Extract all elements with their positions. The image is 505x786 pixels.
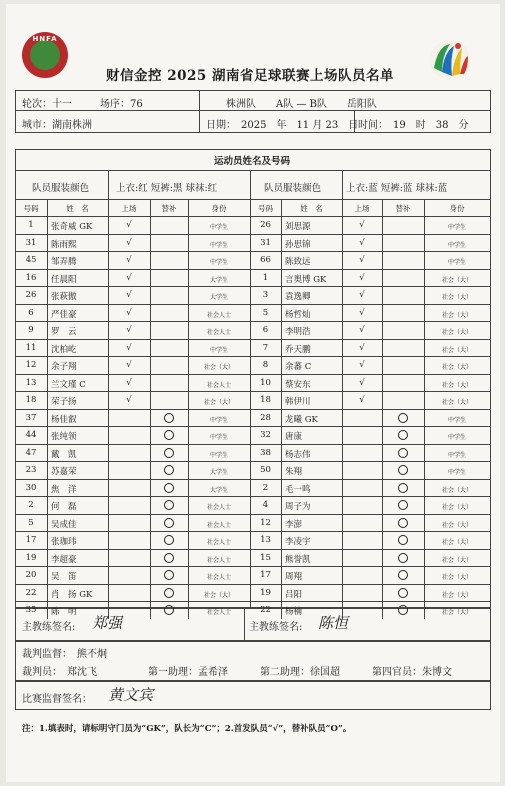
team-b-start: √ — [359, 395, 365, 405]
team-a-identity: 大学生 — [209, 486, 228, 494]
team-b-no: 15 — [260, 552, 271, 563]
substitute-mark — [164, 588, 174, 598]
team-b-name: 唐康 — [285, 432, 303, 442]
team-b-no: 13 — [260, 535, 271, 545]
team-b-start: √ — [359, 360, 365, 370]
team-b-sub — [382, 465, 424, 478]
team-b-name: 蔡安东 — [285, 379, 311, 390]
team-b-name: 孙思锦 — [285, 239, 311, 250]
team-b-identity: 中学生 — [447, 259, 466, 266]
team-b-identity: 社会（大） — [441, 399, 472, 406]
team-a-sub — [150, 570, 188, 583]
footnote: 注：1.填表时，请标明守门员为“GK”，队长为“C”；2.首发队员“√”，替补队员“O”。 — [22, 724, 352, 734]
team-b-start: √ — [359, 342, 365, 353]
document-title: 财信金控 2025 湖南省足球联赛上场队员名单 — [106, 68, 394, 84]
team-a-identity: 社会人士 — [206, 521, 231, 529]
substitute-mark — [398, 483, 408, 493]
team-a-identity: 大学生 — [209, 294, 228, 301]
team-a-name: 吴 笛 — [51, 572, 77, 582]
team-b-identity: 中学生 — [447, 416, 466, 424]
team-a-header-no: 号码 — [23, 204, 39, 213]
team-b-sub — [382, 483, 424, 496]
city: 城市：湖南株洲 — [22, 120, 92, 131]
team-a-identity: 社会（大） — [203, 399, 234, 406]
team-a-name: 陈雨熙 — [51, 239, 77, 250]
team-a-uniform: 上衣:红 短裤:黑 球袜:红 — [116, 183, 218, 194]
team-a-no: 23 — [25, 465, 37, 475]
team-b-identity: 社会（大） — [441, 294, 472, 301]
team-b-identity: 社会（大） — [441, 574, 472, 581]
substitute-mark — [164, 518, 174, 528]
team-a-name: 何 磊 — [51, 502, 77, 512]
team-a-header-start: 上场 — [121, 204, 137, 213]
team-a-uniform-label: 队员服装颜色 — [32, 183, 90, 194]
team-a-header-identity: 身份 — [211, 204, 227, 213]
team-b-sub — [382, 448, 424, 461]
team-a-identity: 大学生 — [209, 469, 228, 476]
team-b-name: 龙曦 GK — [285, 414, 318, 425]
team-b-identity: 社会（大） — [441, 486, 472, 494]
substitute-mark — [398, 570, 408, 580]
team-a-name: 张纯领 — [51, 432, 77, 442]
team-a-sub — [150, 518, 188, 531]
team-b-no: 50 — [260, 465, 271, 475]
team-a-header-name: 姓 名 — [66, 204, 89, 213]
team-a-name: 肖 扬 GK — [51, 589, 93, 600]
substitute-mark — [398, 465, 408, 475]
team-a-no: 30 — [25, 482, 37, 493]
team-b-identity: 社会（大） — [441, 329, 472, 336]
team-b-name: 熊誉凯 — [285, 554, 311, 565]
team-a-no: 12 — [25, 360, 37, 370]
team-b-name: 乔天鹏 — [285, 344, 311, 355]
team-a-sub — [150, 588, 188, 601]
team-b-uniform-label: 队员服装颜色 — [264, 183, 322, 194]
team-a-identity: 社会人士 — [206, 504, 231, 511]
substitute-mark — [398, 553, 408, 563]
substitute-mark — [398, 413, 408, 423]
team-b-name: 朱翔 — [285, 467, 303, 477]
team-a-name: 陈 明 — [51, 607, 77, 617]
substitute-mark — [398, 518, 408, 528]
team-a-sub — [150, 430, 188, 443]
team-b-name: 刘思源 — [285, 222, 311, 232]
team-a-no: 22 — [25, 587, 37, 598]
team-a-name: 张奇威 GK — [51, 222, 93, 232]
match-supervisor-label: 比赛监督签名： — [22, 694, 92, 705]
substitute-mark — [164, 448, 174, 458]
team-b-identity: 社会（大） — [441, 504, 472, 511]
team-a-name: 李超豪 — [51, 554, 77, 565]
substitute-mark — [398, 535, 408, 545]
team-b-name: 杨志伟 — [285, 449, 311, 460]
team-a-name: 任晨阳 — [51, 274, 77, 285]
team-a-identity: 中学生 — [209, 224, 228, 231]
team-a-name: 罗 云 — [51, 327, 77, 337]
team-a-name: 兰文瑾 C — [51, 379, 86, 390]
team-a-start: √ — [126, 342, 132, 353]
team-b-no: 12 — [260, 517, 271, 528]
team-a-identity: 中学生 — [209, 451, 228, 459]
substitute-mark — [164, 553, 174, 563]
team-a-name: 张萩傲 — [51, 292, 77, 302]
team-a-identity: 社会（大） — [203, 591, 234, 599]
team-b-identity: 社会（大） — [441, 276, 472, 284]
coach-b-signature: 陈恒 — [318, 614, 349, 632]
team-b-start: √ — [359, 220, 365, 230]
team-a-name: 沈柏屹 — [51, 344, 77, 355]
team-a-start: √ — [126, 272, 132, 283]
hnfa-logo: HNFA — [22, 32, 68, 78]
coach-a-signature: 郑强 — [92, 614, 123, 632]
team-b-sub — [382, 588, 424, 601]
substitute-mark — [164, 483, 174, 493]
team-b-no: 10 — [260, 377, 271, 388]
match-date: 日期： 2025 年 11 月 23 日 — [206, 120, 359, 131]
team-a-no: 47 — [25, 447, 37, 458]
team-b-header-identity: 身份 — [449, 204, 465, 213]
team-a-no: 1 — [28, 220, 34, 230]
team-b-name: 言奥博 GK — [285, 274, 327, 285]
team-a-no: 31 — [25, 237, 37, 248]
team-b-no: 1 — [262, 272, 269, 283]
team-a-name: 严佳豪 — [51, 309, 77, 320]
team-a-start: √ — [126, 377, 132, 388]
coach-a-label: 主教练签名: — [22, 622, 76, 633]
team-b-no: 18 — [260, 395, 271, 405]
substitute-mark — [164, 500, 174, 510]
team-b-identity: 中学生 — [447, 451, 466, 459]
team-b-sub — [382, 413, 424, 426]
team-a-start: √ — [126, 360, 132, 370]
substitute-mark — [164, 413, 174, 423]
team-b-no: 17 — [260, 570, 271, 580]
team-a-name: 邹弄腾 — [51, 257, 77, 267]
team-b-uniform: 上衣:蓝 短裤:蓝 球袜:蓝 — [346, 183, 448, 194]
team-a-identity: 中学生 — [209, 434, 228, 441]
team-a-no: 5 — [28, 517, 34, 528]
team-a-no: 44 — [25, 430, 37, 440]
team-a-sub — [150, 483, 188, 496]
team-a-no: 13 — [25, 377, 37, 388]
team-b-header-sub: 替补 — [395, 204, 411, 213]
team-b-name: 陈致远 — [285, 257, 311, 267]
team-a-no: 18 — [25, 395, 37, 405]
team-b-start: √ — [359, 325, 365, 335]
team-b-name: 周子为 — [285, 502, 311, 512]
team-a-name: 荣子扬 — [51, 397, 77, 407]
team-b-no: 8 — [262, 360, 269, 370]
team-a-identity: 社会人士 — [206, 329, 231, 336]
substitute-mark — [164, 465, 174, 475]
team-b-name: 李凌宇 — [285, 537, 311, 547]
team-b-no: 4 — [262, 500, 269, 510]
team-b-identity: 中学生 — [447, 469, 466, 476]
team-a-no: 16 — [25, 272, 37, 283]
team-a-name: 张珈玮 — [51, 537, 77, 547]
team-a-no: 35 — [25, 605, 37, 615]
team-b-identity: 社会（大） — [441, 521, 472, 529]
team-b-name: 杨哲灿 — [285, 309, 311, 320]
team-a-no: 9 — [28, 325, 34, 335]
team-a-name: 杨佳叡 — [51, 414, 77, 425]
team-a-identity: 社会人士 — [206, 539, 231, 546]
team-b-sub — [382, 570, 424, 583]
team-b-identity: 社会（大） — [441, 556, 472, 564]
team-b-start: √ — [359, 307, 365, 318]
substitute-mark — [164, 570, 174, 580]
team-b-name: 李澎 — [285, 519, 303, 530]
team-b-name: 吕阳 — [285, 589, 303, 600]
assistant-referee-1: 第一助理：孟希泽 — [148, 667, 228, 678]
team-a-identity: 社会人士 — [206, 609, 231, 616]
team-b-no: 19 — [260, 587, 271, 598]
team-b-no: 32 — [260, 430, 271, 440]
team-b-start: √ — [359, 255, 365, 265]
team-b-no: 31 — [260, 237, 271, 248]
team-b-name: 袁逸卿 — [285, 292, 311, 302]
team-b-identity: 社会（大） — [441, 539, 472, 546]
team-b-start: √ — [359, 377, 365, 388]
team-a-name: 戴 凯 — [51, 449, 77, 460]
team-a-start: √ — [126, 290, 132, 300]
team-b-no: 3 — [262, 290, 269, 300]
team-a-sub — [150, 465, 188, 478]
team-a-name: 余子翔 — [51, 362, 77, 372]
team-b-name: 杨楠 — [285, 607, 303, 617]
team-a-sub — [150, 553, 188, 566]
referee: 裁判员： 郑沈飞 — [22, 667, 97, 678]
team-a-start: √ — [126, 255, 132, 265]
match-number: 场序：76 — [100, 99, 143, 110]
team-a-no: 2 — [28, 500, 34, 510]
team-b-identity: 社会（大） — [441, 609, 472, 616]
match-time: 时间： 19 时 38 分 — [358, 120, 469, 131]
team-b-identity: 社会（大） — [441, 381, 472, 389]
round-label: 轮次：十一 — [22, 99, 72, 110]
team-b-no: 38 — [260, 447, 271, 458]
team-b-identity: 社会（大） — [441, 591, 472, 599]
team-b-sub — [382, 500, 424, 513]
team-b-sub — [382, 518, 424, 531]
referee-supervisor: 裁判监督： 熊不炯 — [22, 649, 107, 660]
team-a-name: 吴成佳 — [51, 519, 77, 530]
league-logo — [428, 38, 472, 82]
team-b-no: 7 — [262, 342, 269, 353]
substitute-mark — [398, 430, 408, 440]
team-b-no: 5 — [262, 307, 269, 318]
team-b-identity: 中学生 — [447, 241, 466, 249]
team-a-start: √ — [126, 220, 132, 230]
team-b-no: 22 — [260, 605, 271, 615]
team-b-sub — [382, 430, 424, 443]
team-a-identity: 中学生 — [209, 259, 228, 266]
match-supervisor-signature: 黄文宾 — [108, 686, 154, 704]
team-a-sub — [150, 448, 188, 461]
team-a-no: 11 — [25, 342, 37, 353]
team-a-start: √ — [126, 237, 132, 248]
team-b-header-no: 号码 — [258, 204, 273, 213]
team-b-no: 26 — [260, 220, 271, 230]
team-b-name: 李明浩 — [285, 327, 311, 337]
substitute-mark — [398, 588, 408, 598]
team-a-start: √ — [126, 395, 132, 405]
team-b-start: √ — [359, 237, 365, 248]
team-a-sub — [150, 535, 188, 548]
team-a-identity: 中学生 — [209, 416, 228, 424]
substitute-mark — [398, 500, 408, 510]
team-a-no: 45 — [25, 255, 37, 265]
team-b-no: 2 — [262, 482, 269, 493]
coach-b-label: 主教练签名: — [249, 622, 303, 633]
substitute-mark — [398, 448, 408, 458]
team-a-start: √ — [126, 307, 132, 318]
team-a-sub — [150, 413, 188, 426]
team-a-identity: 中学生 — [209, 241, 228, 249]
team-a-identity: 社会人士 — [206, 311, 231, 319]
team-a-no: 17 — [25, 535, 37, 545]
team-a-no: 6 — [28, 307, 34, 318]
team-a-no: 26 — [25, 290, 37, 300]
team-b-no: 6 — [262, 325, 269, 335]
team-b-start: √ — [359, 290, 365, 300]
team-b-name: 韩伊川 — [285, 397, 311, 407]
team-a-no: 20 — [25, 570, 37, 580]
team-a-start: √ — [126, 325, 132, 335]
teams: 株洲队 A队 — B队 岳阳队 — [226, 99, 377, 110]
team-b-sub — [382, 535, 424, 548]
team-b-no: 66 — [260, 255, 271, 265]
team-a-identity: 中学生 — [209, 346, 228, 354]
team-b-name: 周翔 — [285, 572, 303, 582]
team-b-start: √ — [359, 272, 365, 283]
team-b-name: 毛一鸣 — [285, 484, 311, 495]
team-b-identity: 中学生 — [447, 224, 466, 231]
team-b-name: 余蕃 C — [285, 362, 312, 372]
team-b-identity: 社会（大） — [441, 346, 472, 354]
team-a-identity: 社会人士 — [206, 556, 231, 564]
team-a-identity: 大学生 — [209, 276, 228, 284]
team-a-no: 37 — [25, 412, 37, 423]
team-a-identity: 社会人士 — [206, 574, 231, 581]
assistant-referee-2: 第二助理：徐国超 — [260, 667, 340, 678]
team-b-identity: 社会（大） — [441, 311, 472, 319]
team-a-header-sub: 替补 — [161, 204, 177, 213]
fourth-official: 第四官员：朱博文 — [372, 667, 452, 678]
team-a-identity: 社会人士 — [206, 381, 231, 389]
team-a-sub — [150, 500, 188, 513]
team-b-identity: 中学生 — [447, 434, 466, 441]
team-a-name: 苏嘉荣 — [51, 467, 77, 477]
team-b-sub — [382, 553, 424, 566]
team-b-identity: 社会（大） — [441, 364, 472, 371]
section-title: 运动员姓名及号码 — [213, 156, 290, 167]
team-b-no: 28 — [260, 412, 271, 423]
team-a-identity: 社会（大） — [203, 364, 234, 371]
substitute-mark — [164, 535, 174, 545]
team-b-header-name: 姓 名 — [300, 204, 323, 213]
substitute-mark — [164, 430, 174, 440]
team-b-header-start: 上场 — [354, 204, 370, 213]
team-a-no: 19 — [25, 552, 37, 563]
team-a-name: 焦 洋 — [51, 484, 77, 495]
